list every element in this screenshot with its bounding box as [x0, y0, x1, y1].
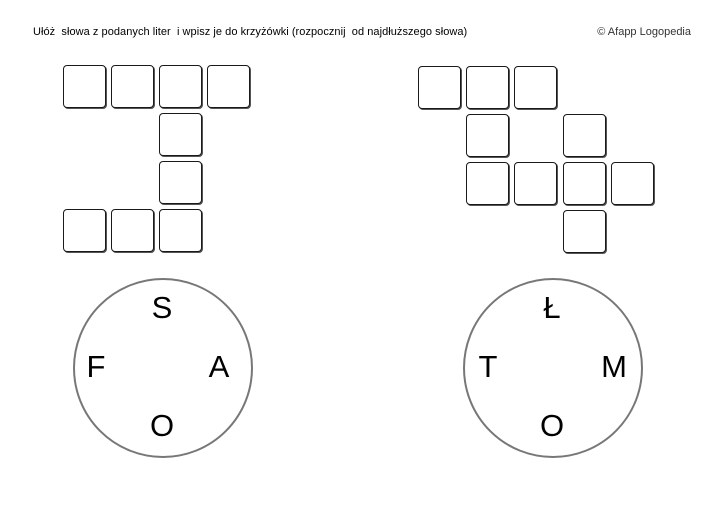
- wheel-letter-left: T: [478, 349, 498, 384]
- grid-cell[interactable]: [611, 162, 654, 205]
- grid-cell[interactable]: [466, 162, 509, 205]
- wheel-letter-right: M: [601, 349, 627, 384]
- grid-cell[interactable]: [63, 209, 106, 252]
- grid-cell[interactable]: [159, 113, 202, 156]
- grid-cell[interactable]: [111, 65, 154, 108]
- grid-cell[interactable]: [466, 114, 509, 157]
- grid-cell[interactable]: [514, 162, 557, 205]
- wheel-letter-top: S: [151, 290, 173, 325]
- wheel-letter-bottom: O: [539, 408, 565, 443]
- grid-cell[interactable]: [418, 66, 461, 109]
- instruction-text: Ułóż słowa z podanych liter i wpisz je do krzyżówki (rozpocznij od najdłuższego słowa): [33, 26, 468, 38]
- wheel-letter-right: A: [208, 349, 230, 384]
- grid-cell[interactable]: [563, 210, 606, 253]
- credit-text: © Afapp Logopedia: [597, 26, 691, 38]
- wheel-letter-left: F: [86, 349, 106, 384]
- wheel-letter-bottom: O: [149, 408, 175, 443]
- grid-cell[interactable]: [159, 161, 202, 204]
- grid-cell[interactable]: [207, 65, 250, 108]
- grid-cell[interactable]: [563, 162, 606, 205]
- grid-cell[interactable]: [159, 65, 202, 108]
- grid-cell[interactable]: [63, 65, 106, 108]
- grid-cell[interactable]: [159, 209, 202, 252]
- grid-cell[interactable]: [514, 66, 557, 109]
- grid-cell[interactable]: [466, 66, 509, 109]
- grid-cell[interactable]: [111, 209, 154, 252]
- grid-cell[interactable]: [563, 114, 606, 157]
- wheel-letter-top: Ł: [543, 290, 561, 325]
